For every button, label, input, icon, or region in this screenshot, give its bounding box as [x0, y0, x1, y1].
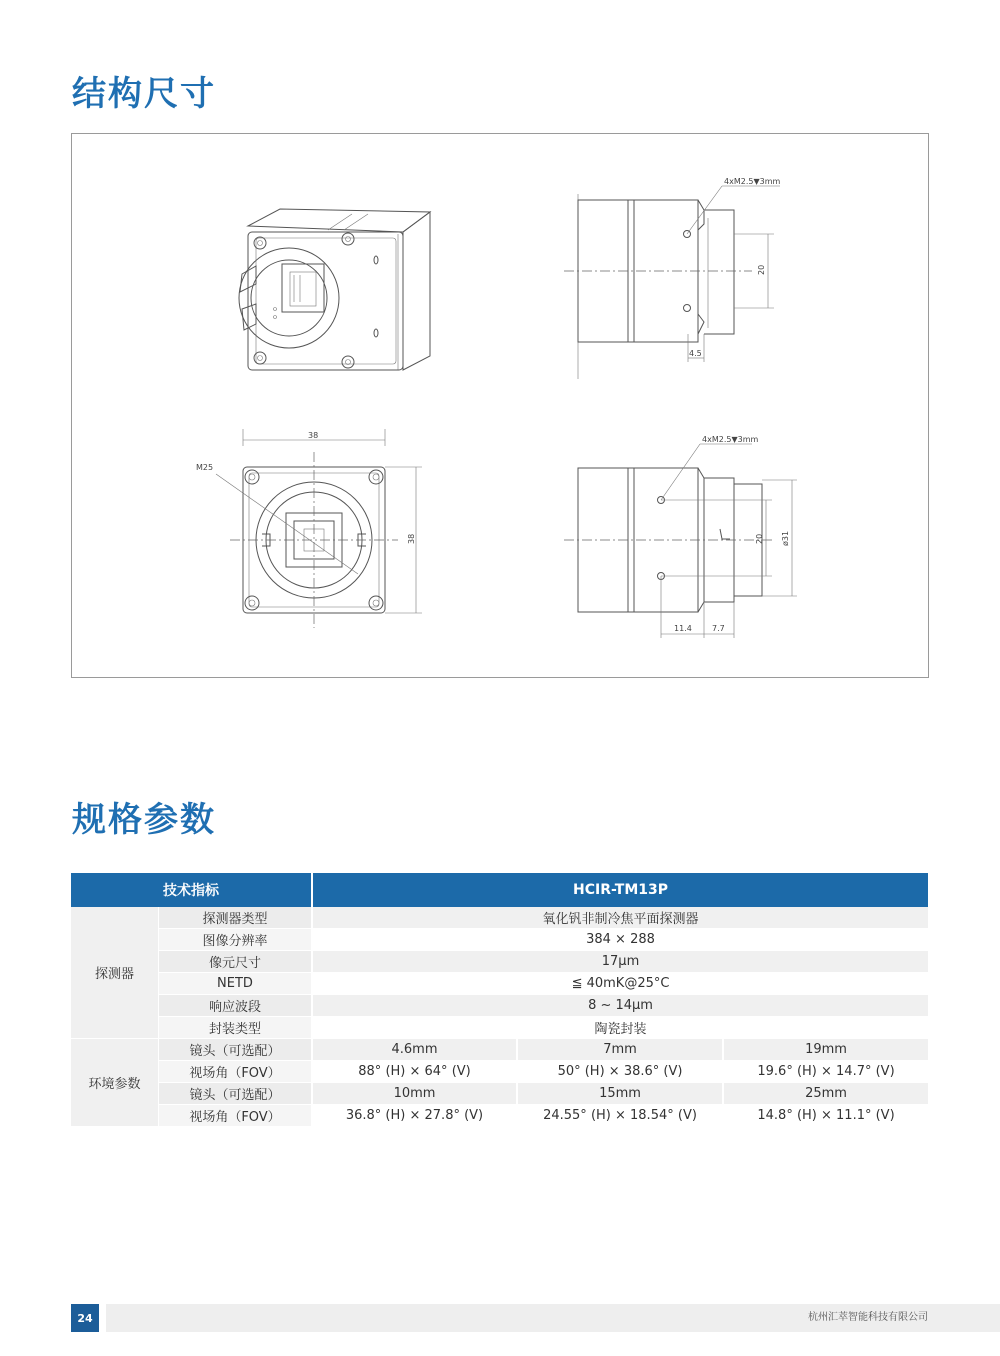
- dimension-drawing-frame: [71, 133, 929, 678]
- row-value: 384 × 288: [311, 929, 928, 951]
- page-footer: [71, 1304, 1000, 1332]
- table-row: [71, 1039, 928, 1061]
- row-value: 50° (H) × 38.6° (V): [516, 1061, 722, 1083]
- row-value: 8 ~ 14μm: [311, 995, 928, 1017]
- table-row: [71, 1061, 928, 1083]
- table-row: [71, 951, 928, 973]
- table-row: [71, 907, 928, 929]
- row-label: 图像分辨率: [158, 929, 311, 951]
- table-row: [71, 995, 928, 1017]
- header-tech-spec: 技术指标: [71, 873, 311, 907]
- dim-20-top: 20: [757, 264, 766, 275]
- table-row: [71, 973, 928, 995]
- row-label: 探测器类型: [158, 907, 311, 929]
- group-environment: 环境参数: [71, 1039, 158, 1127]
- dim-4-5: 4.5: [689, 349, 702, 358]
- dimension-drawings: [72, 134, 928, 677]
- dim-20-bottom: 20: [755, 533, 764, 544]
- dim-screw-bottom: 4xM2.5▼3mm: [702, 435, 759, 444]
- row-value: 15mm: [516, 1083, 722, 1105]
- dim-screw-top: 4xM2.5▼3mm: [724, 177, 781, 186]
- table-row: [71, 1083, 928, 1105]
- side-view-top: [564, 186, 780, 379]
- row-value: ≦ 40mK@25°C: [311, 973, 928, 995]
- row-label: 封装类型: [158, 1017, 311, 1039]
- row-label: 视场角（FOV）: [158, 1105, 311, 1127]
- row-value: 24.55° (H) × 18.54° (V): [516, 1105, 722, 1127]
- isometric-view: [239, 209, 430, 370]
- dim-7-7: 7.7: [712, 624, 725, 633]
- row-value: 7mm: [516, 1039, 722, 1061]
- row-label: NETD: [158, 973, 311, 995]
- row-label: 视场角（FOV）: [158, 1061, 311, 1083]
- section-title-dimensions: 结构尺寸: [72, 74, 216, 114]
- dim-31: ø31: [781, 530, 790, 546]
- row-value: 4.6mm: [311, 1039, 516, 1061]
- row-value: 陶瓷封装: [311, 1017, 928, 1039]
- spec-table-header: [71, 873, 928, 907]
- spec-table: [71, 873, 928, 1127]
- dim-38-side: 38: [407, 533, 416, 544]
- section-title-specs: 规格参数: [72, 800, 216, 840]
- row-value: 36.8° (H) × 27.8° (V): [311, 1105, 516, 1127]
- row-value: 88° (H) × 64° (V): [311, 1061, 516, 1083]
- row-value: 19.6° (H) × 14.7° (V): [722, 1061, 928, 1083]
- dim-11-4: 11.4: [674, 624, 692, 633]
- group-detector: 探测器: [71, 907, 158, 1039]
- row-value: 19mm: [722, 1039, 928, 1061]
- table-row: [71, 1105, 928, 1127]
- row-label: 镜头（可选配）: [158, 1039, 311, 1061]
- row-value: 25mm: [722, 1083, 928, 1105]
- row-label: 镜头（可选配）: [158, 1083, 311, 1105]
- dim-38-top: 38: [308, 431, 319, 440]
- table-row: [71, 929, 928, 951]
- company-name: 杭州汇萃智能科技有限公司: [808, 1312, 928, 1323]
- row-label: 像元尺寸: [158, 951, 311, 973]
- page-number: 24: [71, 1304, 99, 1332]
- row-value: 17μm: [311, 951, 928, 973]
- front-view: [216, 429, 422, 628]
- table-row: [71, 1017, 928, 1039]
- row-value: 氧化钒非制冷焦平面探测器: [311, 907, 928, 929]
- header-model: HCIR-TM13P: [311, 873, 928, 907]
- dim-m25: M25: [196, 463, 214, 472]
- row-value: 14.8° (H) × 11.1° (V): [722, 1105, 928, 1127]
- row-label: 响应波段: [158, 995, 311, 1017]
- row-value: 10mm: [311, 1083, 516, 1105]
